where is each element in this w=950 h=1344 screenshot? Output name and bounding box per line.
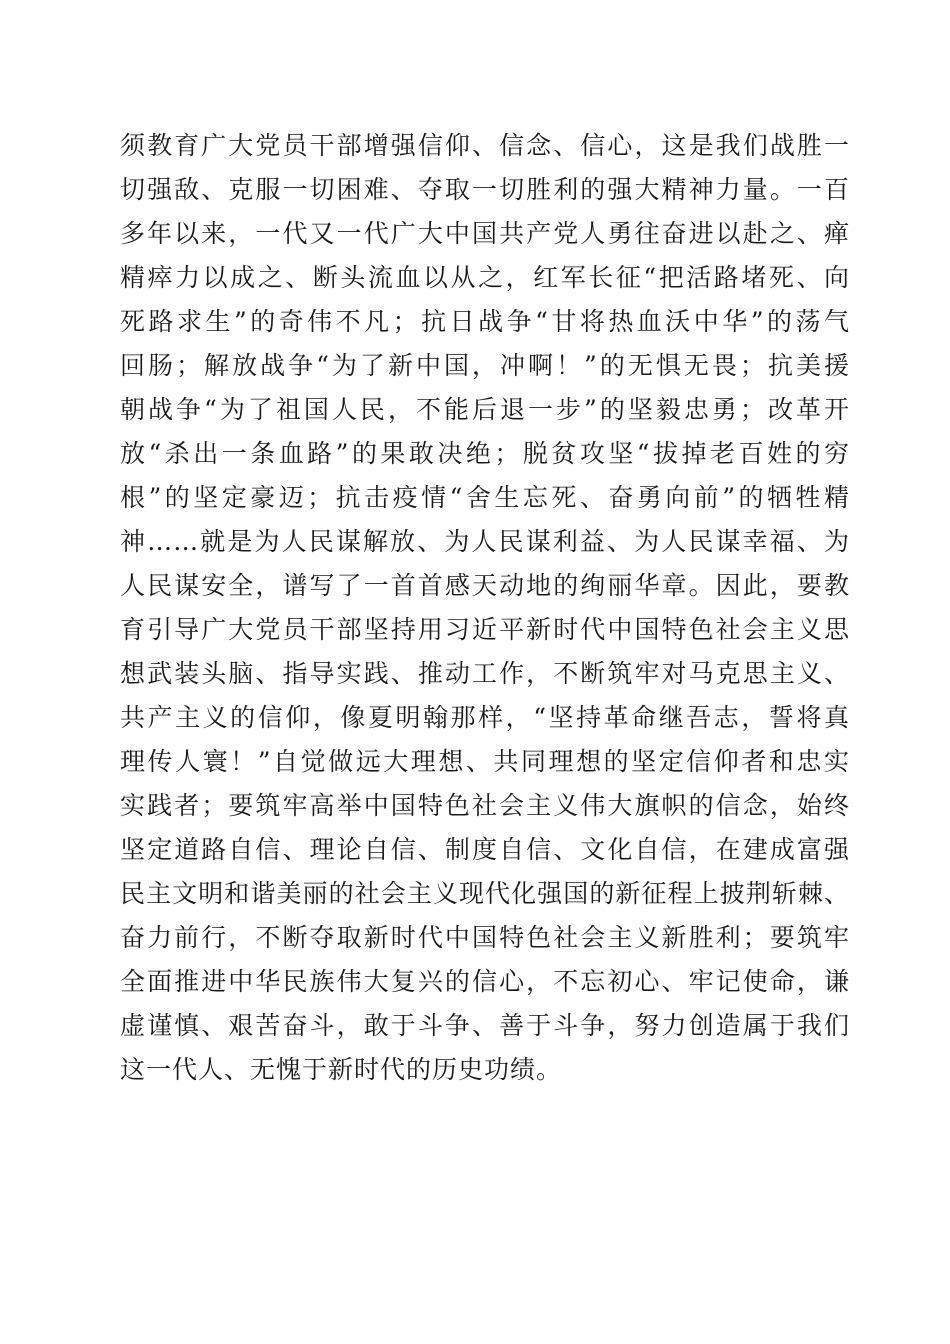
text-line: 人民谋安全，谱写了一首首感天动地的绚丽华章。因此，要教	[120, 571, 850, 600]
text-line: 全面推进中华民族伟大复兴的信心，不忘初心、牢记使命，谦	[120, 967, 850, 996]
text-line: 实践者；要筑牢高举中国特色社会主义伟大旗帜的信念，始终	[120, 791, 850, 820]
text-line: 奋力前行，不断夺取新时代中国特色社会主义新胜利；要筑牢	[120, 923, 850, 952]
text-line: 切强敌、克服一切困难、夺取一切胜利的强大精神力量。一百	[120, 175, 850, 204]
text-line: 须教育广大党员干部增强信仰、信念、信心，这是我们战胜一	[120, 131, 850, 160]
text-line: 育引导广大党员干部坚持用习近平新时代中国特色社会主义思	[120, 615, 850, 644]
text-line: 这一代人、无愧于新时代的历史功绩。	[120, 1055, 563, 1084]
text-line: 理传人寰！”自觉做远大理想、共同理想的坚定信仰者和忠实	[120, 747, 850, 776]
text-line: 虚谨慎、艰苦奋斗，敢于斗争、善于斗争，努力创造属于我们	[120, 1011, 850, 1040]
text-line: 民主文明和谐美丽的社会主义现代化强国的新征程上披荆斩棘、	[120, 879, 850, 908]
text-line: 根”的坚定豪迈；抗击疫情“舍生忘死、奋勇向前”的牺牲精	[120, 483, 850, 512]
body-paragraph	[120, 124, 850, 1092]
text-line: 朝战争“为了祖国人民，不能后退一步”的坚毅忠勇；改革开	[120, 395, 850, 424]
text-line: 放“杀出一条血路”的果敢决绝；脱贫攻坚“拔掉老百姓的穷	[120, 439, 850, 468]
text-line: 精瘁力以成之、断头流血以从之，红军长征“把活路堵死、向	[120, 263, 850, 292]
text-line: 多年以来，一代又一代广大中国共产党人勇往奋进以赴之、瘅	[120, 219, 850, 248]
text-line: 坚定道路自信、理论自信、制度自信、文化自信，在建成富强	[120, 835, 850, 864]
text-line: 神……就是为人民谋解放、为人民谋利益、为人民谋幸福、为	[120, 527, 850, 556]
text-line: 共产主义的信仰，像夏明翰那样，“坚持革命继吾志，誓将真	[120, 703, 850, 732]
text-line: 想武装头脑、指导实践、推动工作，不断筑牢对马克思主义、	[120, 659, 850, 688]
text-line: 死路求生”的奇伟不凡；抗日战争“甘将热血沃中华”的荡气	[120, 307, 850, 336]
text-line: 回肠；解放战争“为了新中国，冲啊！”的无惧无畏；抗美援	[120, 351, 850, 380]
